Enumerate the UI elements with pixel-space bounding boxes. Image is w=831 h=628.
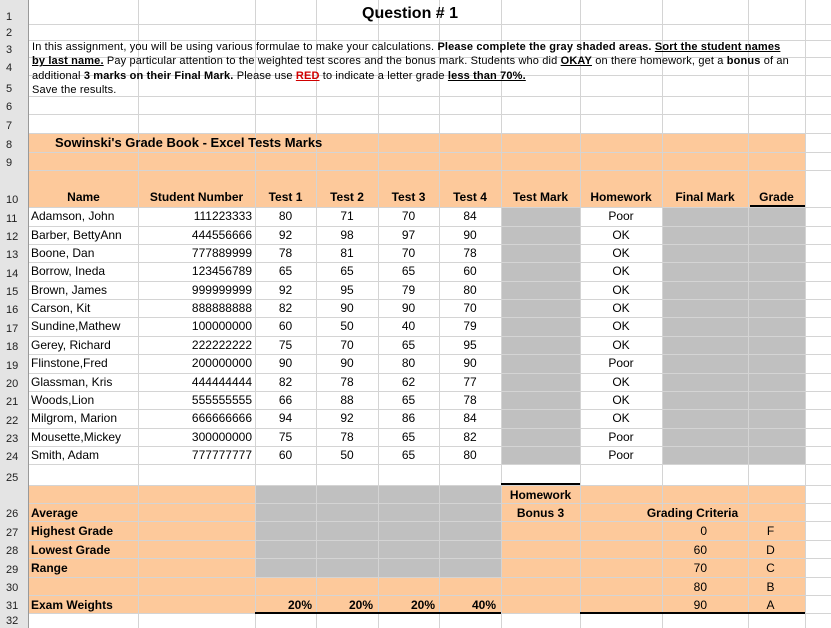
row-header[interactable]: 20 bbox=[0, 373, 29, 391]
homework-bonus-white-top bbox=[501, 464, 580, 485]
row-header[interactable]: 1 bbox=[0, 0, 29, 24]
homework-status[interactable]: OK bbox=[612, 246, 630, 260]
row-header[interactable]: 18 bbox=[0, 336, 29, 354]
row-header[interactable]: 3 bbox=[0, 40, 29, 57]
test1-score[interactable]: 92 bbox=[278, 228, 293, 242]
student-number[interactable]: 100000000 bbox=[191, 319, 252, 333]
weight-test1: 20% bbox=[287, 598, 313, 612]
test3-score[interactable]: 65 bbox=[401, 264, 416, 278]
test1-score[interactable]: 80 bbox=[278, 209, 293, 223]
student-number[interactable]: 200000000 bbox=[191, 356, 252, 370]
homework-bonus-label: Homework bbox=[509, 488, 572, 502]
test2-score[interactable]: 50 bbox=[340, 448, 354, 462]
test3-score[interactable]: 70 bbox=[401, 246, 416, 260]
row-header[interactable]: 23 bbox=[0, 428, 29, 446]
row-header[interactable]: 12 bbox=[0, 226, 29, 244]
row-header[interactable]: 9 bbox=[0, 152, 29, 170]
student-name[interactable]: Sundine,Mathew bbox=[31, 319, 121, 333]
test4-score[interactable]: 95 bbox=[463, 338, 477, 352]
test2-score[interactable]: 65 bbox=[340, 264, 354, 278]
row-header[interactable]: 28 bbox=[0, 540, 29, 558]
header-name: Name bbox=[67, 190, 100, 204]
homework-bonus-value-label: Bonus 3 bbox=[516, 506, 565, 520]
student-name[interactable]: Woods,Lion bbox=[31, 393, 95, 407]
row-header[interactable]: 21 bbox=[0, 391, 29, 409]
test3-score[interactable]: 62 bbox=[401, 375, 416, 389]
student-number[interactable]: 123456789 bbox=[191, 264, 252, 278]
test4-score[interactable]: 79 bbox=[463, 319, 477, 333]
header-test-mark: Test Mark bbox=[512, 190, 569, 204]
row-header[interactable]: 6 bbox=[0, 96, 29, 114]
student-number[interactable]: 111223333 bbox=[193, 209, 252, 223]
row-header[interactable]: 17 bbox=[0, 317, 29, 336]
test1-score[interactable]: 75 bbox=[278, 430, 293, 444]
homework-status[interactable]: OK bbox=[612, 228, 630, 242]
student-name[interactable]: Borrow, Ineda bbox=[31, 264, 106, 278]
test4-score[interactable]: 84 bbox=[463, 411, 477, 425]
student-name[interactable]: Brown, James bbox=[31, 283, 108, 297]
test2-score[interactable]: 90 bbox=[340, 301, 354, 315]
criteria-min-3: 80 bbox=[693, 580, 707, 594]
test3-score[interactable]: 65 bbox=[401, 393, 416, 407]
test2-score[interactable]: 98 bbox=[340, 228, 354, 242]
row-header[interactable]: 13 bbox=[0, 244, 29, 262]
header-grade: Grade bbox=[759, 190, 794, 204]
criteria-grade-3: B bbox=[766, 580, 775, 594]
row-header[interactable]: 4 bbox=[0, 57, 29, 75]
test2-score[interactable]: 92 bbox=[340, 411, 354, 425]
homework-status[interactable]: OK bbox=[612, 264, 630, 278]
row-header[interactable]: 27 bbox=[0, 521, 29, 540]
test3-score[interactable]: 65 bbox=[401, 448, 416, 462]
average-label: Average bbox=[31, 506, 78, 520]
student-number[interactable]: 999999999 bbox=[191, 283, 252, 297]
weight-test2: 20% bbox=[348, 598, 374, 612]
test3-score[interactable]: 80 bbox=[401, 356, 416, 370]
test3-score[interactable]: 40 bbox=[401, 319, 416, 333]
row-header[interactable]: 29 bbox=[0, 558, 29, 577]
test1-score[interactable]: 90 bbox=[278, 356, 293, 370]
homework-status[interactable]: OK bbox=[612, 319, 630, 333]
student-number[interactable]: 222222222 bbox=[191, 338, 252, 352]
row-header[interactable]: 19 bbox=[0, 354, 29, 373]
row-header[interactable]: 30 bbox=[0, 577, 29, 595]
row-header[interactable]: 16 bbox=[0, 299, 29, 317]
homework-status[interactable]: OK bbox=[612, 393, 630, 407]
test4-score[interactable]: 90 bbox=[463, 228, 477, 242]
student-number[interactable]: 777889999 bbox=[191, 246, 252, 260]
test3-score[interactable]: 65 bbox=[401, 430, 416, 444]
instructions: In this assignment, you will be using various formulae to make your calculations. Please complete the gray shaded areas. Sort the student names by last name. Pay particular attention to the weighted test scores and the bonus mark. Students who did OKAY on there homework, get a bonus of an additional 3 marks on their Final Mark. Please use RED to indicate a letter grade less than 70%. Save the results. bbox=[32, 41, 789, 97]
row-header[interactable]: 24 bbox=[0, 446, 29, 464]
test3-score[interactable]: 90 bbox=[401, 301, 416, 315]
header-test1: Test 1 bbox=[268, 190, 303, 204]
criteria-grade-1: D bbox=[766, 543, 775, 557]
gradebook-title: Sowinski's Grade Book - Excel Tests Marks bbox=[55, 135, 323, 150]
test1-score[interactable]: 82 bbox=[278, 301, 293, 315]
homework-status[interactable]: OK bbox=[612, 283, 630, 297]
student-name[interactable]: Adamson, John bbox=[31, 209, 115, 223]
exam-weights-label: Exam Weights bbox=[31, 598, 113, 612]
criteria-min-0: 0 bbox=[700, 524, 707, 538]
test4-score[interactable]: 60 bbox=[463, 264, 477, 278]
row-header[interactable]: 22 bbox=[0, 409, 29, 428]
test1-score[interactable]: 65 bbox=[278, 264, 293, 278]
test4-score[interactable]: 78 bbox=[463, 393, 477, 407]
row-header[interactable]: 15 bbox=[0, 281, 29, 299]
homework-status[interactable]: Poor bbox=[608, 430, 634, 444]
test4-score[interactable]: 77 bbox=[463, 375, 477, 389]
test2-score[interactable]: 70 bbox=[340, 338, 354, 352]
student-name[interactable]: Boone, Dan bbox=[31, 246, 95, 260]
homework-status[interactable]: Poor bbox=[608, 356, 634, 370]
student-number[interactable]: 777777777 bbox=[191, 448, 252, 462]
test1-score[interactable]: 75 bbox=[278, 338, 293, 352]
student-name[interactable]: Gerey, Richard bbox=[31, 338, 111, 352]
page-title: Question # 1 bbox=[362, 5, 459, 22]
test2-score[interactable]: 81 bbox=[340, 246, 354, 260]
range-label: Range bbox=[31, 561, 68, 575]
student-number[interactable]: 888888888 bbox=[191, 301, 252, 315]
homework-status[interactable]: OK bbox=[612, 301, 630, 315]
test3-score[interactable]: 86 bbox=[401, 411, 416, 425]
homework-status[interactable]: Poor bbox=[608, 209, 634, 223]
criteria-min-4: 90 bbox=[693, 598, 707, 612]
test1-score[interactable]: 60 bbox=[278, 319, 293, 333]
row-header[interactable]: 31 bbox=[0, 595, 29, 613]
header-student-number: Student Number bbox=[149, 190, 244, 204]
test3-score[interactable]: 65 bbox=[401, 338, 416, 352]
test2-score[interactable]: 88 bbox=[340, 393, 354, 407]
weight-test4: 40% bbox=[471, 598, 497, 612]
criteria-grade-2: C bbox=[766, 561, 775, 575]
row-header[interactable]: 10 bbox=[0, 170, 29, 207]
test2-score[interactable]: 90 bbox=[340, 356, 354, 370]
homework-status[interactable]: OK bbox=[612, 375, 630, 389]
test2-score[interactable]: 95 bbox=[340, 283, 354, 297]
test4-score[interactable]: 80 bbox=[463, 448, 477, 462]
row25-white bbox=[29, 464, 805, 485]
test3-score[interactable]: 97 bbox=[401, 228, 416, 242]
student-name[interactable]: Carson, Kit bbox=[31, 301, 91, 315]
lowest-grade-label: Lowest Grade bbox=[31, 543, 111, 557]
homework-status[interactable]: OK bbox=[612, 411, 630, 425]
test1-score[interactable]: 78 bbox=[278, 246, 293, 260]
header-test3: Test 3 bbox=[391, 190, 426, 204]
student-number[interactable]: 444444444 bbox=[191, 375, 252, 389]
header-test2: Test 2 bbox=[330, 190, 364, 204]
weight-test3: 20% bbox=[410, 598, 436, 612]
test3-score[interactable]: 70 bbox=[401, 209, 416, 223]
criteria-min-1: 60 bbox=[693, 543, 707, 557]
row-header[interactable]: 2 bbox=[0, 24, 29, 40]
test1-score[interactable]: 66 bbox=[278, 393, 293, 407]
test2-score[interactable]: 71 bbox=[340, 209, 354, 223]
test1-score[interactable]: 92 bbox=[278, 283, 293, 297]
homework-status[interactable]: Poor bbox=[608, 448, 634, 462]
student-name[interactable]: Milgrom, Marion bbox=[31, 411, 118, 425]
student-name[interactable]: Mousette,Mickey bbox=[31, 430, 122, 444]
test1-score[interactable]: 94 bbox=[278, 411, 293, 425]
header-test4: Test 4 bbox=[453, 190, 487, 204]
test2-score[interactable]: 50 bbox=[340, 319, 354, 333]
row-header[interactable]: 8 bbox=[0, 133, 29, 152]
row-header[interactable]: 14 bbox=[0, 262, 29, 281]
row-header[interactable]: 26 bbox=[0, 485, 29, 521]
student-name[interactable]: Barber, BettyAnn bbox=[31, 228, 122, 242]
student-name[interactable]: Smith, Adam bbox=[31, 448, 100, 462]
test2-score[interactable]: 78 bbox=[340, 430, 354, 444]
criteria-grade-0: F bbox=[766, 524, 775, 538]
test4-score[interactable]: 70 bbox=[463, 301, 477, 315]
test1-score[interactable]: 60 bbox=[278, 448, 293, 462]
row-header[interactable]: 32 bbox=[0, 613, 29, 628]
student-number[interactable]: 666666666 bbox=[191, 411, 252, 425]
header-homework: Homework bbox=[590, 190, 652, 204]
row-header[interactable]: 11 bbox=[0, 207, 29, 226]
student-number[interactable]: 444556666 bbox=[191, 228, 252, 242]
student-number[interactable]: 555555555 bbox=[191, 393, 252, 407]
criteria-min-2: 70 bbox=[693, 561, 707, 575]
test4-score[interactable]: 80 bbox=[463, 283, 477, 297]
test4-score[interactable]: 90 bbox=[463, 356, 477, 370]
test1-score[interactable]: 82 bbox=[278, 375, 293, 389]
student-number[interactable]: 300000000 bbox=[191, 430, 252, 444]
grading-criteria-label: Grading Criteria bbox=[646, 506, 739, 520]
test4-score[interactable]: 84 bbox=[463, 209, 477, 223]
highest-grade-label: Highest Grade bbox=[31, 524, 114, 538]
homework-status[interactable]: OK bbox=[612, 338, 630, 352]
test2-score[interactable]: 78 bbox=[340, 375, 354, 389]
header-final-mark: Final Mark bbox=[675, 190, 735, 204]
row-header[interactable]: 5 bbox=[0, 75, 29, 96]
student-name[interactable]: Glassman, Kris bbox=[31, 375, 113, 389]
test4-score[interactable]: 82 bbox=[463, 430, 477, 444]
test3-score[interactable]: 79 bbox=[401, 283, 416, 297]
criteria-grade-4: A bbox=[766, 598, 775, 612]
test4-score[interactable]: 78 bbox=[463, 246, 477, 260]
row-header[interactable]: 25 bbox=[0, 464, 29, 485]
row-header[interactable]: 7 bbox=[0, 114, 29, 133]
student-name[interactable]: Flinstone,Fred bbox=[31, 356, 108, 370]
